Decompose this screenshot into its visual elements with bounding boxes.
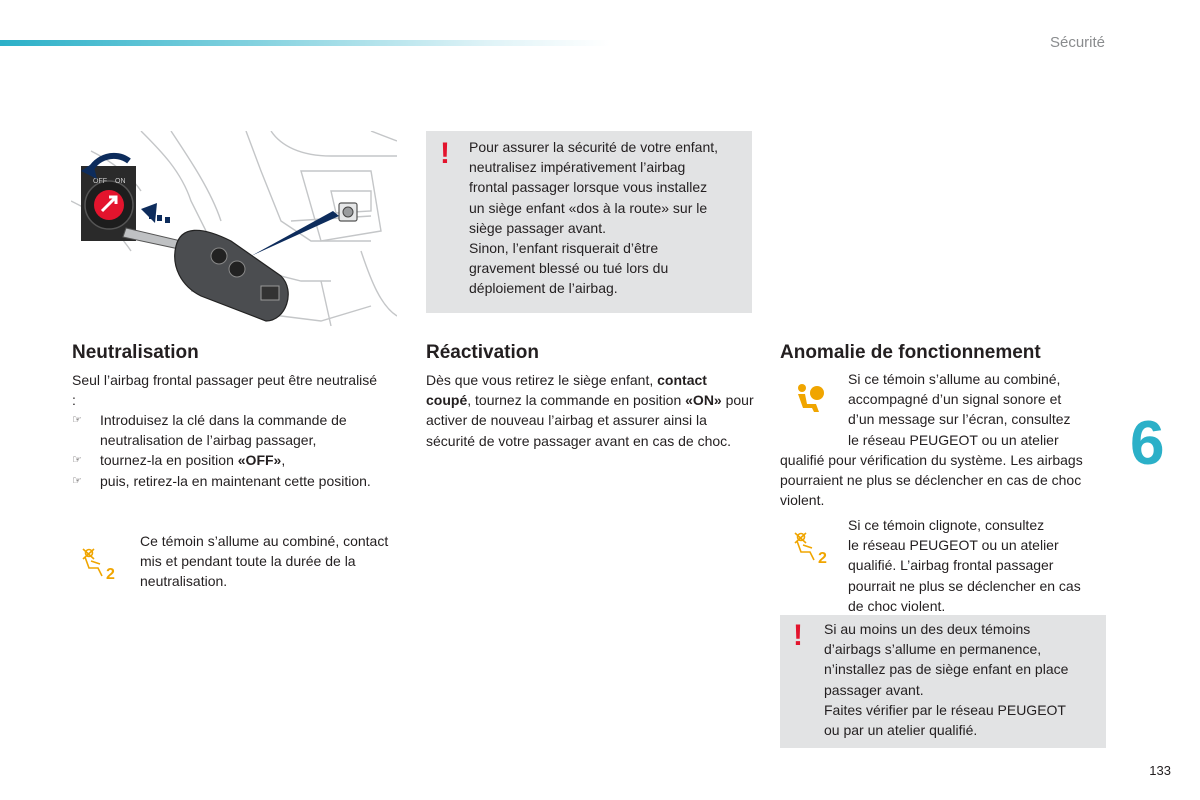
airbag-switch-illustration [71,131,397,331]
list-item: ☞ puis, retirez-la en maintenant cette position. [72,471,382,491]
anomalie-item1-continuation: qualifié pour vérification du système. Les airbags pourraient ne plus se déclencher en cas de choc violent. [780,452,1083,509]
warning-line: frontal passager lorsque vous installez [469,179,708,196]
warning-line: Pour assurer la sécurité de votre enfant, [469,139,719,155]
airbag-fault-icon [792,382,826,416]
pointing-hand-icon: ☞ [72,454,82,467]
warning-line: déploiement de l’airbag. [469,280,618,297]
warning-text: Si au moins un des deux témoins d’airbags s’allume en permanence, n’installez pas de siège enfant en place passager avant. Faites vérifier par le réseau PEUGEOT ou par un atelier qualifié. [824,621,1069,739]
indicator-description: Ce témoin s’allume au combiné, contact mis et pendant toute la durée de la neutralisation. [140,533,389,590]
warning-line: Sinon, l’enfant risquerait d’être [469,240,659,257]
neutralisation-intro: Seul l’airbag frontal passager peut être neutralisé : [72,372,378,409]
reactivation-heading: Réactivation [426,342,539,363]
warning-box-child-seat [426,131,752,313]
svg-text:OFF: OFF [93,178,107,185]
warning-line: neutralisez impérativement l’airbag [469,159,686,176]
chapter-number: 6 [1130,409,1165,478]
warning-line: gravement blessé ou tué lors du [469,260,669,277]
svg-text:2: 2 [106,566,115,583]
airbag-off-warning-icon [792,530,834,568]
svg-text:ON: ON [115,178,126,185]
page-number: 133 [1149,763,1171,778]
reactivation-text: Dès que vous retirez le siège enfant, contact coupé, tournez la commande en position «ON» pour activer de nouveau l’airbag et assurer ainsi la sécurité de votre passager avant en cas de choc. [426,372,754,449]
warning-exclamation-icon: ! [793,619,803,652]
airbag-off-warning-icon [80,546,122,584]
warning-line: siège passager avant. [469,219,606,236]
anomalie-item1-lines: Si ce témoin s’allume au combiné, accompagné d’un signal sonore et d’un message sur l’écran, consultez le réseau PEUGEOT ou un atelier [848,371,1071,448]
list-item: ☞ Introduisez la clé dans la commande de neutralisation de l’airbag passager, [72,412,347,449]
anomalie-item2-lines: Si ce témoin clignote, consultez le réseau PEUGEOT ou un atelier qualifié. L’airbag frontal passager pourrait ne plus se déclencher en cas de choc violent. [848,517,1081,614]
section-title: Sécurité [1049,34,1105,51]
header-accent-bar [0,40,610,46]
warning-text [469,137,747,299]
warning-exclamation-icon: ! [440,137,450,170]
warning-line: un siège enfant «dos à la route» sur le [469,199,708,216]
warning-box-airbag-fault [780,615,1106,748]
neutralisation-heading: Neutralisation [72,342,199,363]
list-item: ☞ tournez-la en position «OFF», [72,450,382,470]
pointing-hand-icon: ☞ [72,474,82,487]
anomalie-heading: Anomalie de fonctionnement [780,342,1041,363]
pointing-hand-icon: ☞ [72,414,82,426]
neutralisation-steps [72,410,382,491]
svg-text:2: 2 [818,550,827,567]
